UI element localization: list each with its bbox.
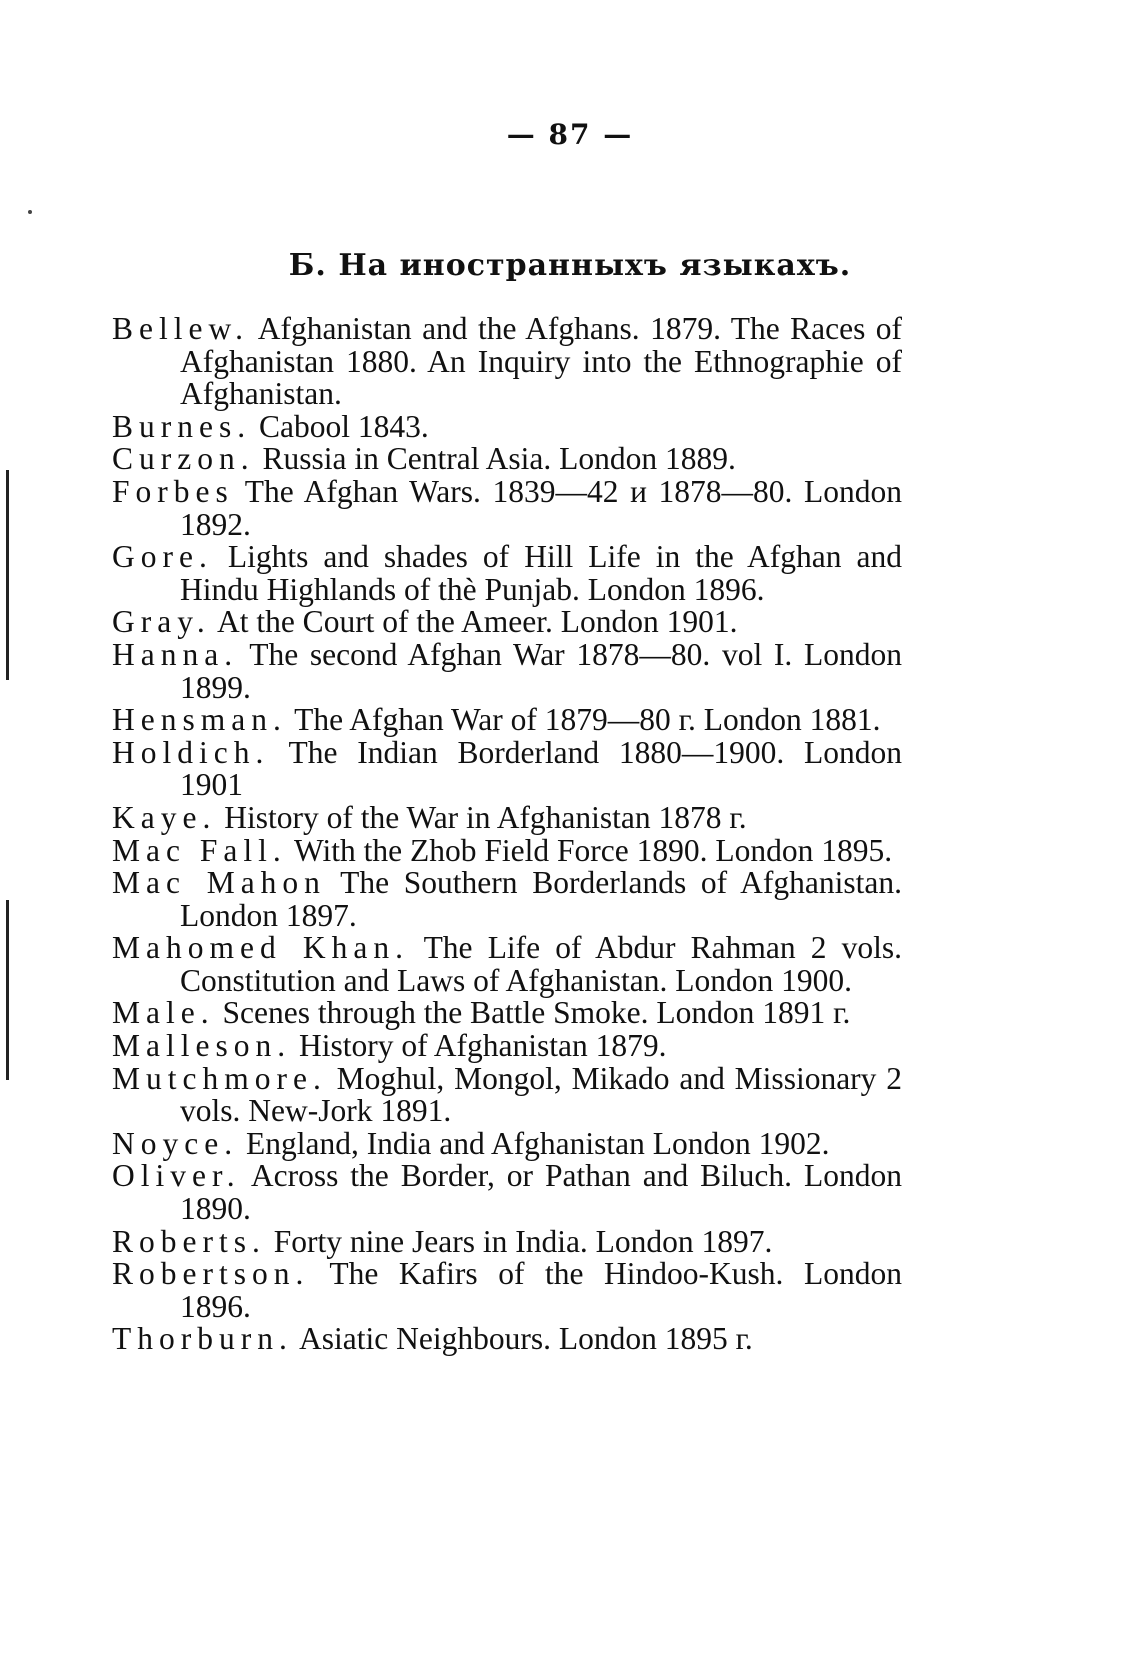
bibliography-entry (112, 1030, 902, 1063)
entry-author: Oliver. (112, 1158, 241, 1194)
entry-author: Mac Mahon (112, 865, 326, 901)
bibliography-entry (112, 932, 902, 997)
bibliography-entry (112, 541, 902, 606)
entry-text: Afghanistan and the Afghans. 1879. The Races of Afghanistan 1880. An Inquiry into the Ethnographie of Afghanistan. (180, 311, 902, 412)
bibliography-entry (112, 997, 902, 1030)
page-number: — 87 — (506, 118, 634, 151)
entry-text: The Indian Borderland 1880—1900. London 1901 (180, 734, 902, 803)
bibliography-entry (112, 867, 902, 932)
entry-text: Asiatic Neighbours. London 1895 г. (292, 1321, 753, 1357)
entry-author: Hanna. (112, 636, 239, 672)
bibliography-entry (112, 704, 902, 737)
entry-author: Kaye. (112, 799, 217, 835)
bibliography-entry (112, 1125, 902, 1161)
entry-text: Lights and shades of Hill Life in the Afghan and Hindu Highlands of thè Punjab. London 1896. (180, 539, 902, 607)
entry-text: With the Zhob Field Force 1890. London 1895. (286, 832, 893, 868)
entry-text: England, India and Afghanistan London 1902. (238, 1125, 830, 1161)
bibliography-entry (112, 313, 902, 411)
entry-text: At the Court of the Ameer. London 1901. (210, 604, 738, 640)
entry-author: Male. (112, 995, 215, 1031)
entry-author: Noyce. (112, 1125, 239, 1161)
entry-text: Cabool 1843. (251, 408, 429, 444)
bibliography-entry (112, 443, 902, 476)
section-heading: Б. На иностранныхъ языкахъ. (288, 248, 852, 283)
entry-text: History of Afghanistan 1879. (291, 1028, 667, 1064)
entry-text: History of the War in Afghanistan 1878 г. (216, 799, 747, 835)
entry-text: Moghul, Mongol, Mikado and Missionary 2 vols. New-Jork 1891. (180, 1060, 902, 1129)
scan-speck (28, 210, 32, 214)
bibliography-entry (112, 636, 902, 705)
entry-author: Forbes (112, 473, 234, 509)
entry-text: Forty nine Jears in India. London 1897. (265, 1223, 773, 1259)
entry-text: The Life of Abdur Rahman 2 vols. Constitution and Laws of Afghanistan. London 1900. (180, 930, 903, 998)
margin-line (6, 900, 9, 1080)
entry-text: The Afghan War of 1879—80 г. London 1881. (286, 702, 881, 738)
bibliography-entry (112, 734, 902, 803)
bibliography-entry (112, 1323, 902, 1356)
bibliography-entry (112, 473, 902, 542)
entry-author: Robertson. (112, 1256, 310, 1292)
bibliography-entry (112, 1060, 902, 1129)
bibliography-entry (112, 1223, 902, 1259)
margin-line (6, 470, 9, 680)
entry-text: The Kafirs of the Hindoo-Kush. London 1896. (180, 1256, 902, 1324)
entry-author: Hensman. (112, 702, 287, 738)
bibliography-entry (112, 832, 902, 868)
bibliography-list (112, 313, 902, 1356)
bibliography-entry (112, 1160, 902, 1225)
entry-text: Russia in Central Asia. London 1889. (254, 441, 736, 477)
entry-author: Mutchmore. (112, 1060, 327, 1096)
entry-author: Bellew. (112, 311, 250, 346)
entry-text: The second Afghan War 1878—80. vol I. London 1899. (180, 636, 902, 705)
entry-text: Scenes through the Battle Smoke. London 1891 г. (214, 995, 851, 1031)
bibliography-entry (112, 606, 902, 639)
entry-author: Malleson. (112, 1028, 292, 1064)
entry-author: Holdich. (112, 734, 270, 770)
bibliography-entry (112, 799, 902, 835)
bibliography-entry (112, 408, 902, 444)
entry-author: Curzon. (112, 441, 255, 477)
entry-text: The Southern Borderlands of Afghanistan. London 1897. (180, 865, 902, 933)
entry-author: Mac Fall. (112, 832, 287, 868)
entry-author: Mahomed Khan. (112, 930, 409, 966)
entry-author: Burnes. (112, 408, 252, 444)
entry-author: Gore. (112, 539, 213, 575)
entry-text: The Afghan Wars. 1839—42 и 1878—80. London 1892. (180, 473, 902, 542)
bibliography-entry (112, 1258, 902, 1323)
entry-author: Gray. (112, 604, 211, 640)
entry-text: Across the Border, or Pathan and Biluch. London 1890. (180, 1158, 902, 1227)
entry-author: Thorburn. (112, 1321, 293, 1357)
entry-author: Roberts. (112, 1223, 266, 1259)
